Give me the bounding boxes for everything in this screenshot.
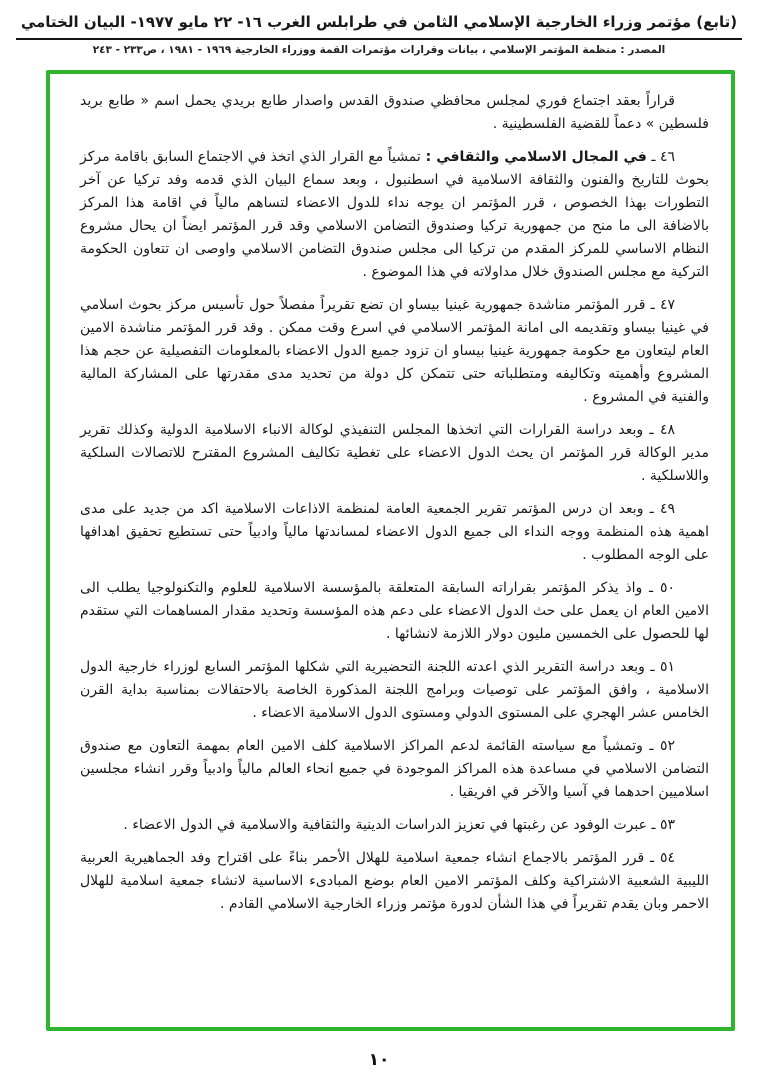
paragraph-number: ٤٩ ـ <box>643 501 675 517</box>
paragraph-number: ٥١ ـ <box>644 659 675 675</box>
paragraph-number: ٥٣ ـ <box>646 817 675 833</box>
paragraph-number: ٥٢ ـ <box>642 738 675 754</box>
paragraph-number: ٤٧ ـ <box>645 297 675 313</box>
paragraph: ٥١ ـ وبعد دراسة التقرير الذي اعدته اللجنة التحضيرية التي شكلها المؤتمر السابع لوزراء خارجية الدول الاسلامية ، وافق المؤتمر على توصيات وبرامج اللجنة المذكورة الخاصة بالاحتفالات بمناسبة بداية القرن الخامس عشر الهجري على المستوى الدولي ومستوى الدول الاسلامية الاعضاء . <box>80 659 709 721</box>
page-number: ١٠ <box>368 1050 390 1070</box>
paragraph-bold-lead: في المجال الاسلامي والثقافي : <box>420 149 647 165</box>
paragraph: ٥٠ ـ واذ يذكر المؤتمر بقراراته السابقة المتعلقة بالمؤسسة الاسلامية للعلوم والتكنولوجيا يطلب الى الامين العام ان يعمل على حث الدول الاعضاء على دعم هذه المؤسسة وتحديد مقدار المساهمات التي ستقدم لها للحصول على الخمسين مليون دولار اللازمة لانشائها . <box>80 580 709 642</box>
paragraph-number: ٤٦ ـ <box>646 149 675 165</box>
page-title: (تابع) مؤتمر وزراء الخارجية الإسلامي الثامن في طرابلس الغرب ١٦- ٢٢ مايو ١٩٧٧- البيان الختامي <box>20 13 738 31</box>
paragraph-number: ٥٤ ـ <box>644 850 675 866</box>
paragraph: ٤٧ ـ قرر المؤتمر مناشدة جمهورية غينيا بيساو ان تضع تقريراً مفصلاً حول تأسيس مركز بحوث اسلامي في غينيا بيساو وتقديمه الى امانة المؤتمر الاسلامي في اسرع وقت ممكن . وقد قرر المؤتمر مناشدة الامين العام ليتعاون مع حكومة جمهورية غينيا بيساو ان تزود جميع الدول الاعضاء بالمعلومات التفصيلية عن حجم هذا المشروع وأهميته وتكاليفه ومتطلباته حتى تتمكن كل دولة من تحديد مدى مقدرتها على المشاركة المالية والفنية في المشروع . <box>80 297 709 405</box>
paragraph: ٤٨ ـ وبعد دراسة القرارات التي اتخذها المجلس التنفيذي لوكالة الانباء الاسلامية الدولية وكذلك تقرير مدير الوكالة قرر المؤتمر ان يحث الدول الاعضاء على تغطية تكاليف المشروع المقترح للاتصالات السلكية واللاسلكية . <box>80 422 709 484</box>
paragraph-list <box>80 90 709 916</box>
paragraph: ٥٤ ـ قرر المؤتمر بالاجماع انشاء جمعية اسلامية للهلال الأحمر بناءً على اقتراح وفد الجماهيرية العربية الليبية الشعبية الاشتراكية وكلف المؤتمر الامين العام بوضع المبادىء الاساسية لانشاء جمعية اسلامية للهلال الاحمر وبان يقدم تقريراً في هذا الشأن لدورة مؤتمر وزراء الخارجية الاسلامي القادم . <box>80 850 709 912</box>
paragraph: ٤٦ ـ في المجال الاسلامي والثقافي : تمشياً مع القرار الذي اتخذ في الاجتماع السابق باقامة مركز بحوث للتاريخ والفنون والثقافة الاسلامية في اسطنبول ، وبعد سماع البيان الذي قدمه وفد تركيا عن آخر التطورات بهذا الخصوص ، قرر المؤتمر ان يوجه نداء للدول الاعضاء لتساهم مالياً في اقامة هذا المركز بالاضافة الى ما منح من جمهورية تركيا وصندوق التضامن الاسلامي وقد قرر المؤتمر ايضاً ان يحال مشروع النظام الاساسي للمركز المقدم من تركيا الى مجلس صندوق التضامن الاسلامي واوصى ان تتعاون الحكومة التركية مع مجلس الصندوق خلال مداولاته في هذا الموضوع . <box>80 149 709 280</box>
paragraph-number: ٥٠ ـ <box>642 580 675 596</box>
source-line: المصدر : منظمة المؤتمر الإسلامي ، بيانات وقرارات مؤتمرات القمة ووزراء الخارجية ١٩٦٩ - ١٩٨١ ، ص٢٣٣ - ٢٤٣ <box>92 44 666 56</box>
header-divider <box>16 38 742 40</box>
paragraph: قراراً بعقد اجتماع فوري لمجلس محافظي صندوق القدس واصدار طابع بريدي يحمل اسم « طابع بريد فلسطين » دعماً للقضية الفلسطينية . <box>80 93 709 132</box>
page-header <box>0 0 758 56</box>
content-border-box <box>46 70 735 1031</box>
paragraph: ٥٢ ـ وتمشياً مع سياسته القائمة لدعم المراكز الاسلامية كلف الامين العام بمهمة التعاون مع صندوق التضامن الاسلامي في مساعدة هذه المراكز الموجودة في جميع انحاء العالم مالياً وادبياً وقرر انشاء مجلسين اسلاميين احدهما في آسيا والآخر في افريقيا . <box>80 738 709 800</box>
paragraph: ٤٩ ـ وبعد ان درس المؤتمر تقرير الجمعية العامة لمنظمة الاذاعات الاسلامية اكد من جديد على مدى اهمية هذه المنظمة ووجه النداء الى جميع الدول الاعضاء لمساندتها مالياً وادبياً حتى تستطيع تحقيق اهدافها على الوجه المطلوب . <box>80 501 709 563</box>
paragraph-number: ٤٨ ـ <box>643 422 675 438</box>
paragraph: ٥٣ ـ عبرت الوفود عن رغبتها في تعزيز الدراسات الدينية والثقافية والاسلامية في الدول الاعضاء . <box>123 817 675 833</box>
